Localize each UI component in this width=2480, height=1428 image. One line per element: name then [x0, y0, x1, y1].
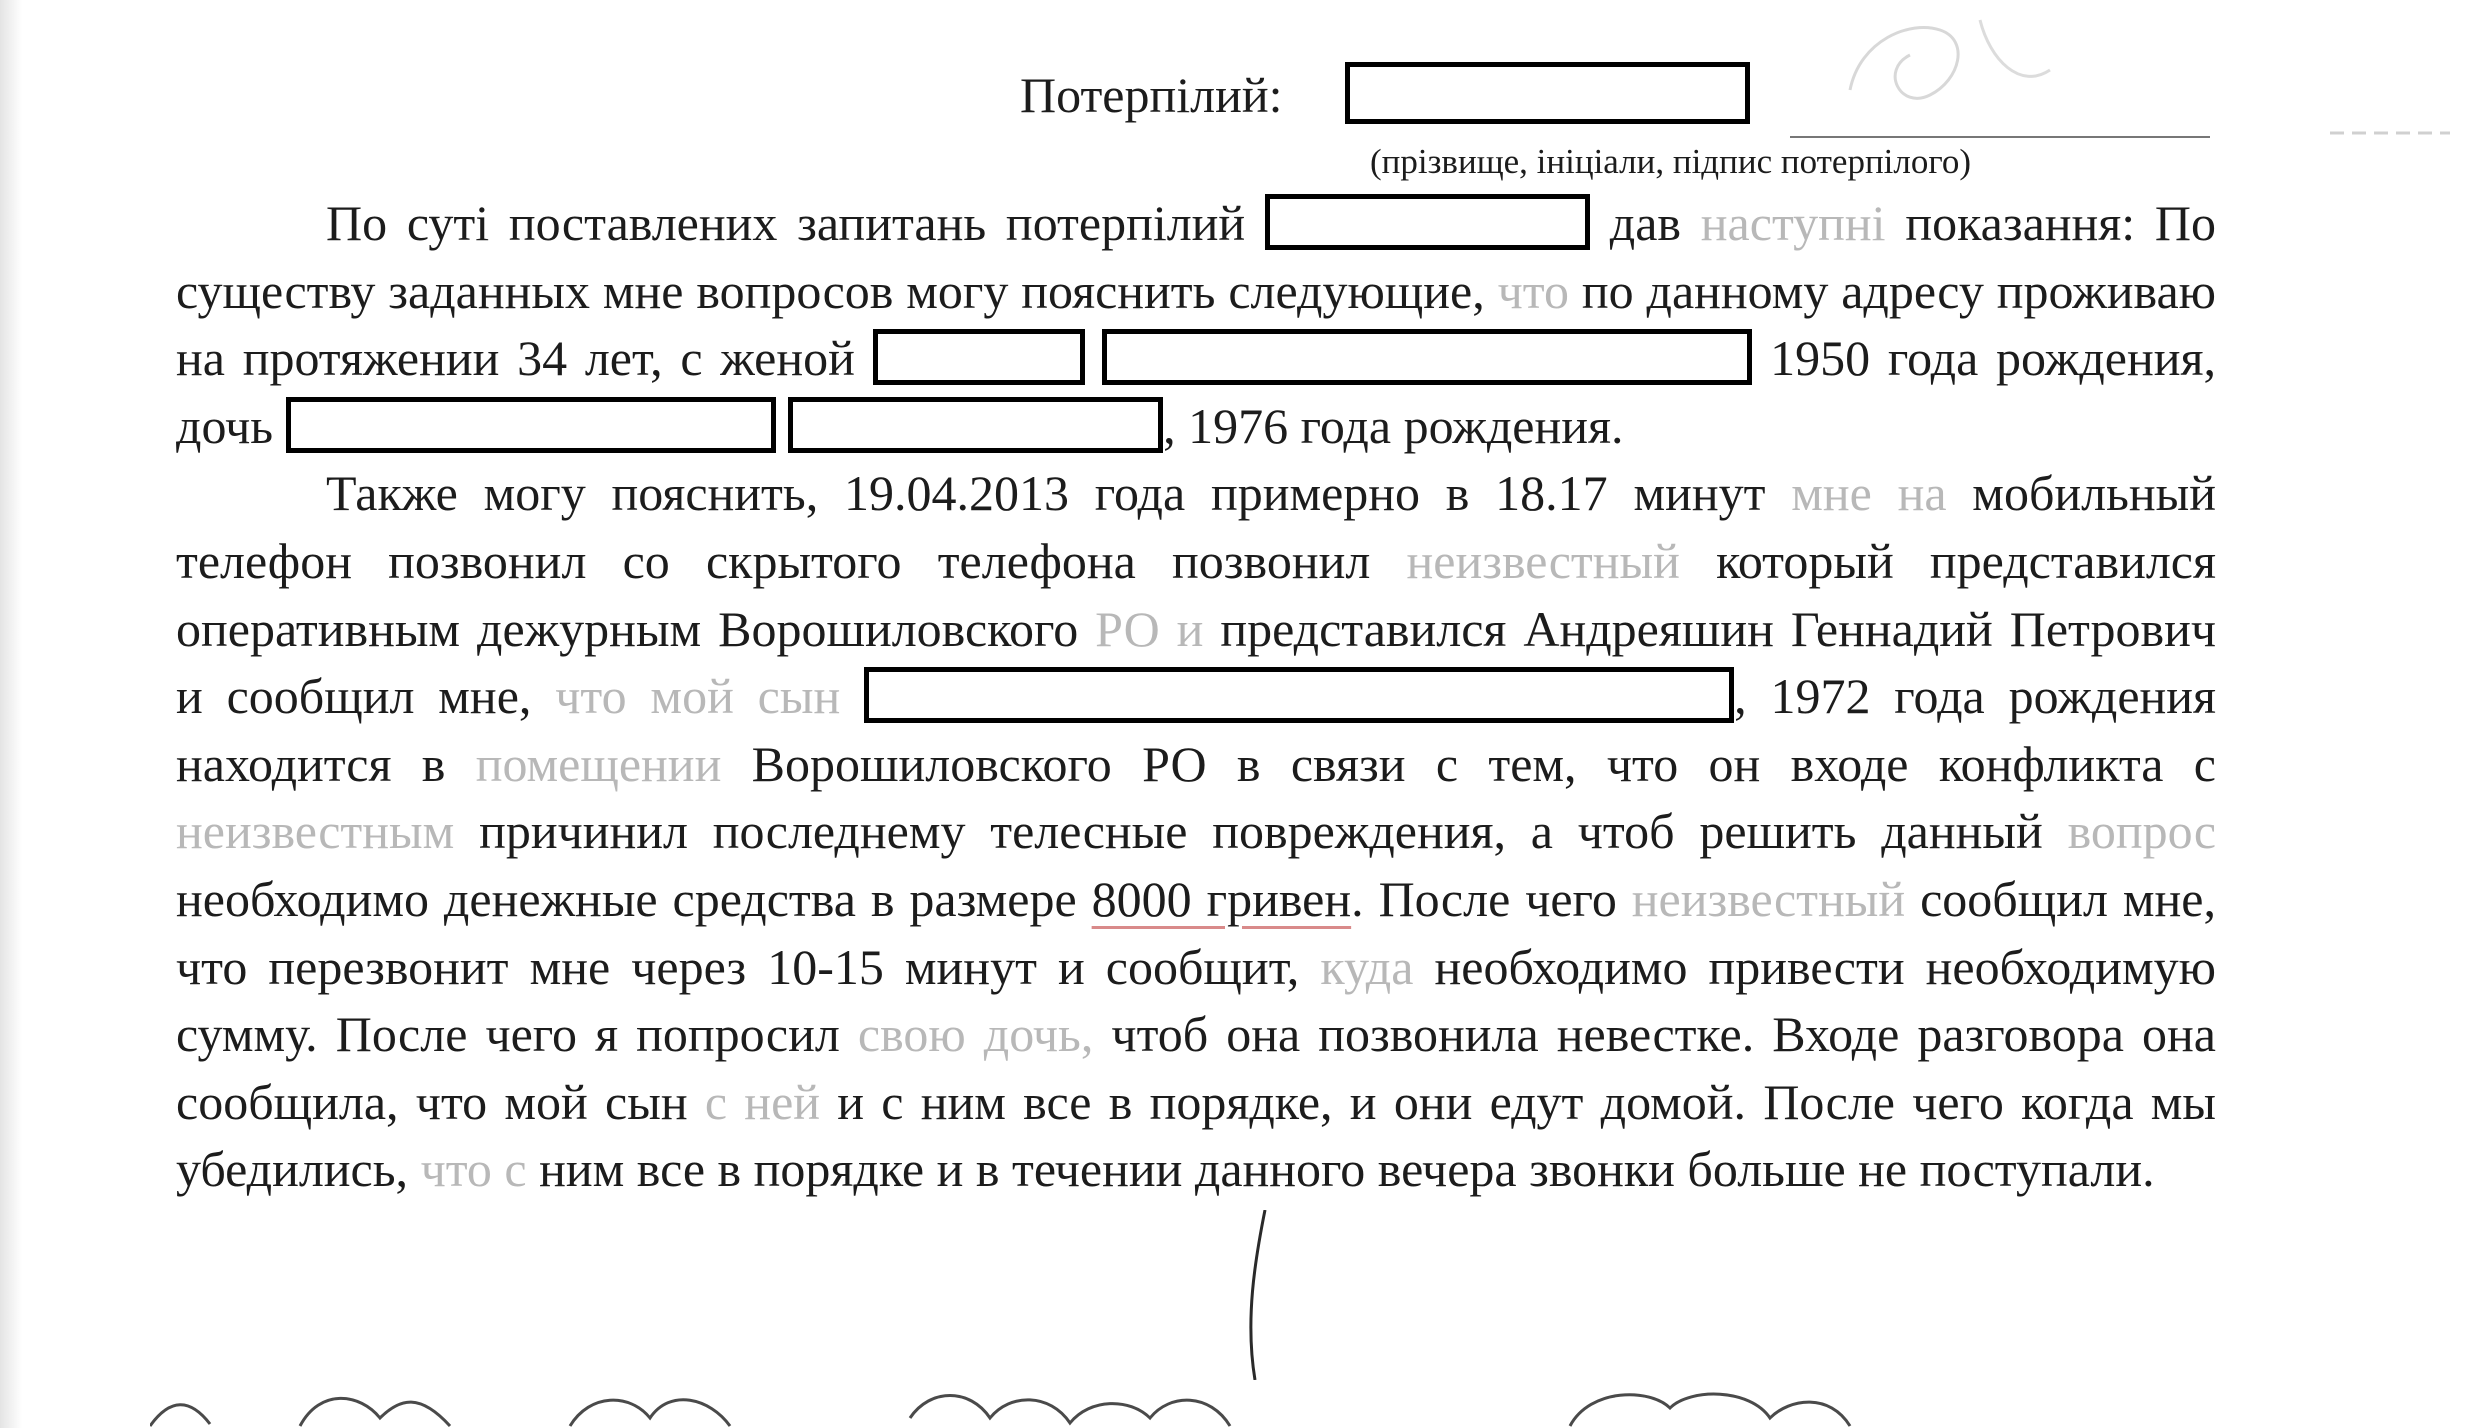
text-segment: причинил последнему телесные повреждения, а чтоб решить данный	[479, 803, 2043, 860]
redacted-name	[873, 329, 1085, 385]
margin-mark	[2330, 128, 2450, 138]
faded-text: неизвестный	[1631, 870, 1906, 927]
faded-text: вопрос	[2067, 803, 2217, 860]
text-segment: и с ним все в порядке, и они едут домой. После чего когда мы убедились,	[176, 1073, 2217, 1198]
paragraph-incident	[176, 460, 2216, 1204]
text-segment: необходимо денежные средства в размере	[176, 870, 1077, 927]
text-segment: По суті поставлених запитань потерпілий	[326, 195, 1246, 251]
redacted-name	[1265, 194, 1590, 250]
faded-text: с ней	[704, 1073, 821, 1130]
redacted-name	[864, 667, 1734, 723]
faded-text: неизвестный	[1406, 532, 1680, 589]
redacted-name	[1102, 329, 1752, 385]
faded-text: помещении	[475, 735, 722, 792]
text-segment: по данному адресу проживаю на протяжении 34 лет, с женой	[176, 262, 2217, 387]
text-segment: . После чего	[1351, 870, 1617, 927]
text-segment: Также могу пояснить, 19.04.2013 года примерно в 18.17 минут	[326, 465, 1766, 522]
redacted-victim-name	[1345, 62, 1750, 124]
faded-text: что с	[420, 1141, 527, 1198]
signature-line	[1790, 136, 2210, 138]
faded-text: куда	[1320, 938, 1414, 995]
faded-text: что мой сын	[555, 668, 841, 725]
scan-shadow-edge	[0, 0, 22, 1428]
victim-label: Потерпілий:	[1020, 67, 1283, 123]
text-segment: ним все в порядке и в течении данного вечера звонки больше не поступали.	[539, 1141, 2155, 1198]
text-segment: сообщил мне, что перезвонит мне через 10-15 минут и сообщит,	[176, 870, 2216, 995]
redacted-name	[286, 397, 776, 453]
text-segment: необходимо привести необходимую сумму. После чего я попросил	[176, 938, 2217, 1063]
text-segment: 1950 года рождения, дочь	[176, 330, 2217, 454]
text-segment: Ворошиловского РО в связи с тем, что он входе конфликта с	[751, 735, 2216, 792]
text-segment: который представился оперативным дежурным Ворошиловского	[176, 532, 2216, 657]
text-segment: дав	[1609, 195, 1682, 251]
faded-text: свою дочь,	[857, 1006, 1094, 1063]
faded-text: что	[1497, 262, 1569, 319]
paragraph-household	[176, 190, 2216, 460]
text-segment: представился Андреяшин Геннадий Петрович и сообщил мне,	[176, 600, 2217, 725]
faded-text: РО и	[1095, 600, 1204, 657]
faded-text: неизвестным	[176, 803, 455, 860]
signature-caption: (прізвище, ініціали, підпис потерпілого)	[1370, 142, 1972, 181]
testimony-body	[176, 190, 2216, 1204]
text-segment: мобильный телефон позвонил со скрытого телефона позвонил	[176, 465, 2216, 589]
text-segment: , 1976 года рождения.	[1163, 397, 1624, 454]
underlined-amount: 8000 гривен	[1091, 870, 1352, 927]
text-segment: показання: По существу заданных мне вопросов могу пояснить следующие,	[176, 195, 2217, 319]
faded-text: наступні	[1700, 195, 1886, 251]
handwritten-signature-line	[150, 1388, 1950, 1428]
text-segment: , 1972 года рождения находится в	[176, 668, 2217, 792]
redacted-name	[788, 397, 1163, 453]
text-segment: чтоб она позвонила невестке. Входе разговора она сообщила, что мой сын	[176, 1006, 2216, 1130]
pen-stroke-mark	[1225, 1210, 1295, 1380]
faded-text: мне на	[1791, 465, 1947, 522]
